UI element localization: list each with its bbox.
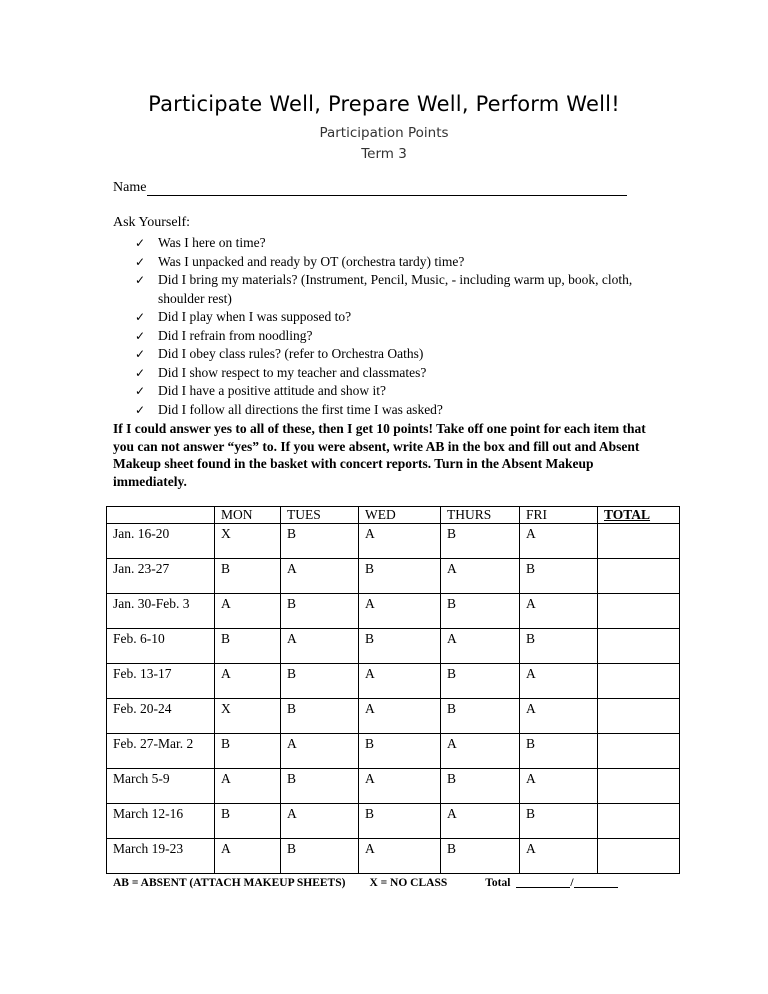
checklist-item: ✓ Did I refrain from noodling? (135, 327, 675, 346)
header-mon: MON (215, 507, 281, 524)
table-row (107, 594, 680, 629)
table-row (107, 839, 680, 874)
table-row (107, 559, 680, 594)
total-separator: / (570, 877, 574, 889)
fri-cell[interactable]: A (520, 839, 598, 874)
wed-cell[interactable]: A (359, 524, 441, 559)
wed-cell[interactable]: B (359, 804, 441, 839)
name-row (113, 180, 627, 196)
mon-cell[interactable]: X (215, 699, 281, 734)
total-score-field[interactable] (516, 877, 570, 888)
week-cell: Jan. 23-27 (107, 559, 215, 594)
tue-cell[interactable]: B (281, 839, 359, 874)
fri-cell[interactable]: B (520, 734, 598, 769)
header-tues: TUES (281, 507, 359, 524)
total-label: Total (485, 877, 511, 889)
checklist-item: ✓ Was I unpacked and ready by OT (orchestra tardy) time? (135, 253, 675, 272)
mon-cell[interactable]: A (215, 839, 281, 874)
wed-cell[interactable]: A (359, 699, 441, 734)
participation-table (106, 506, 680, 874)
check-icon: ✓ (135, 347, 146, 361)
table-row (107, 699, 680, 734)
check-icon: ✓ (135, 310, 146, 324)
legend (113, 877, 618, 889)
checklist-item: ✓ Did I show respect to my teacher and classmates? (135, 364, 675, 383)
legend-no-class: X = NO CLASS (369, 877, 448, 889)
page-title: Participate Well, Prepare Well, Perform Well! (148, 92, 620, 116)
header-fri: FRI (520, 507, 598, 524)
total-cell[interactable] (598, 699, 680, 734)
ask-yourself-label: Ask Yourself: (113, 215, 191, 230)
thu-cell[interactable]: B (441, 664, 520, 699)
check-icon: ✓ (135, 384, 146, 398)
total-cell[interactable] (598, 734, 680, 769)
checklist-item: ✓ Did I have a positive attitude and show it? (135, 382, 675, 401)
total-cell[interactable] (598, 594, 680, 629)
wed-cell[interactable]: A (359, 664, 441, 699)
fri-cell[interactable]: A (520, 594, 598, 629)
week-cell: March 5-9 (107, 769, 215, 804)
table-header-row (107, 507, 680, 524)
total-possible-field[interactable] (574, 877, 618, 888)
checklist-item: ✓ Did I follow all directions the first time I was asked? (135, 401, 675, 420)
wed-cell[interactable]: A (359, 594, 441, 629)
wed-cell[interactable]: A (359, 769, 441, 804)
fri-cell[interactable]: B (520, 804, 598, 839)
check-icon: ✓ (135, 273, 146, 287)
checklist-item: ✓ Did I obey class rules? (refer to Orchestra Oaths) (135, 345, 675, 364)
checklist-item: ✓ Did I play when I was supposed to? (135, 308, 675, 327)
wed-cell[interactable]: B (359, 629, 441, 664)
fri-cell[interactable]: B (520, 629, 598, 664)
thu-cell[interactable]: A (441, 734, 520, 769)
thu-cell[interactable]: B (441, 839, 520, 874)
table-row (107, 804, 680, 839)
week-cell: March 19-23 (107, 839, 215, 874)
week-cell: Feb. 6-10 (107, 629, 215, 664)
table-row (107, 664, 680, 699)
table-row (107, 629, 680, 664)
check-icon: ✓ (135, 236, 146, 250)
fri-cell[interactable]: A (520, 769, 598, 804)
total-cell[interactable] (598, 839, 680, 874)
mon-cell[interactable]: A (215, 769, 281, 804)
checklist-item: ✓ Was I here on time? (135, 234, 675, 253)
name-label: Name (113, 180, 147, 195)
wed-cell[interactable]: A (359, 839, 441, 874)
mon-cell[interactable]: A (215, 664, 281, 699)
mon-cell[interactable]: B (215, 559, 281, 594)
fri-cell[interactable]: A (520, 524, 598, 559)
header-week (107, 507, 215, 524)
mon-cell[interactable]: B (215, 804, 281, 839)
week-cell: Feb. 27-Mar. 2 (107, 734, 215, 769)
wed-cell[interactable]: B (359, 734, 441, 769)
fri-cell[interactable]: A (520, 699, 598, 734)
mon-cell[interactable]: B (215, 629, 281, 664)
total-cell[interactable] (598, 629, 680, 664)
wed-cell[interactable]: B (359, 559, 441, 594)
fri-cell[interactable]: B (520, 559, 598, 594)
check-icon: ✓ (135, 254, 146, 269)
tue-cell[interactable]: A (281, 559, 359, 594)
total-cell[interactable] (598, 524, 680, 559)
thu-cell[interactable]: A (441, 629, 520, 664)
table-row (107, 524, 680, 559)
total-cell[interactable] (598, 769, 680, 804)
thu-cell[interactable]: B (441, 524, 520, 559)
term-label: Term 3 (361, 146, 407, 162)
week-cell: Feb. 13-17 (107, 664, 215, 699)
week-cell: Jan. 16-20 (107, 524, 215, 559)
week-cell: March 12-16 (107, 804, 215, 839)
thu-cell[interactable]: A (441, 804, 520, 839)
thu-cell[interactable]: B (441, 594, 520, 629)
table-row (107, 734, 680, 769)
table-row (107, 769, 680, 804)
instructions: If I could answer yes to all of these, then I get 10 points! Take off one point for each item that you can not answer “yes” to. If you were absent, write AB in the box and fill out and Absent Makeup sheet found in the basket with concert reports. Turn in the Absent Makeup immediately. (113, 421, 646, 489)
page-subtitle: Participation Points (319, 125, 449, 141)
week-cell: Jan. 30-Feb. 3 (107, 594, 215, 629)
mon-cell[interactable]: X (215, 524, 281, 559)
check-icon: ✓ (135, 365, 146, 380)
mon-cell[interactable]: A (215, 594, 281, 629)
week-cell: Feb. 20-24 (107, 699, 215, 734)
tue-cell[interactable]: B (281, 699, 359, 734)
tue-cell[interactable]: B (281, 524, 359, 559)
mon-cell[interactable]: B (215, 734, 281, 769)
total-cell[interactable] (598, 664, 680, 699)
check-icon: ✓ (135, 328, 146, 343)
header-thurs: THURS (441, 507, 520, 524)
thu-cell[interactable]: B (441, 769, 520, 804)
header-wed: WED (359, 507, 441, 524)
tue-cell[interactable]: B (281, 664, 359, 699)
name-field[interactable] (147, 181, 627, 196)
tue-cell[interactable]: A (281, 804, 359, 839)
tue-cell[interactable]: B (281, 594, 359, 629)
total-cell[interactable] (598, 559, 680, 594)
tue-cell[interactable]: A (281, 629, 359, 664)
tue-cell[interactable]: B (281, 769, 359, 804)
thu-cell[interactable]: A (441, 559, 520, 594)
total-cell[interactable] (598, 804, 680, 839)
fri-cell[interactable]: A (520, 664, 598, 699)
checklist-item: ✓ Did I bring my materials? (Instrument, Pencil, Music, - including warm up, book, cloth, shoulder rest) (135, 271, 675, 308)
check-icon: ✓ (135, 402, 146, 417)
tue-cell[interactable]: A (281, 734, 359, 769)
legend-absent: AB = ABSENT (ATTACH MAKEUP SHEETS) (113, 877, 346, 889)
checklist (135, 234, 675, 419)
header-total: TOTAL (598, 507, 680, 524)
thu-cell[interactable]: B (441, 699, 520, 734)
